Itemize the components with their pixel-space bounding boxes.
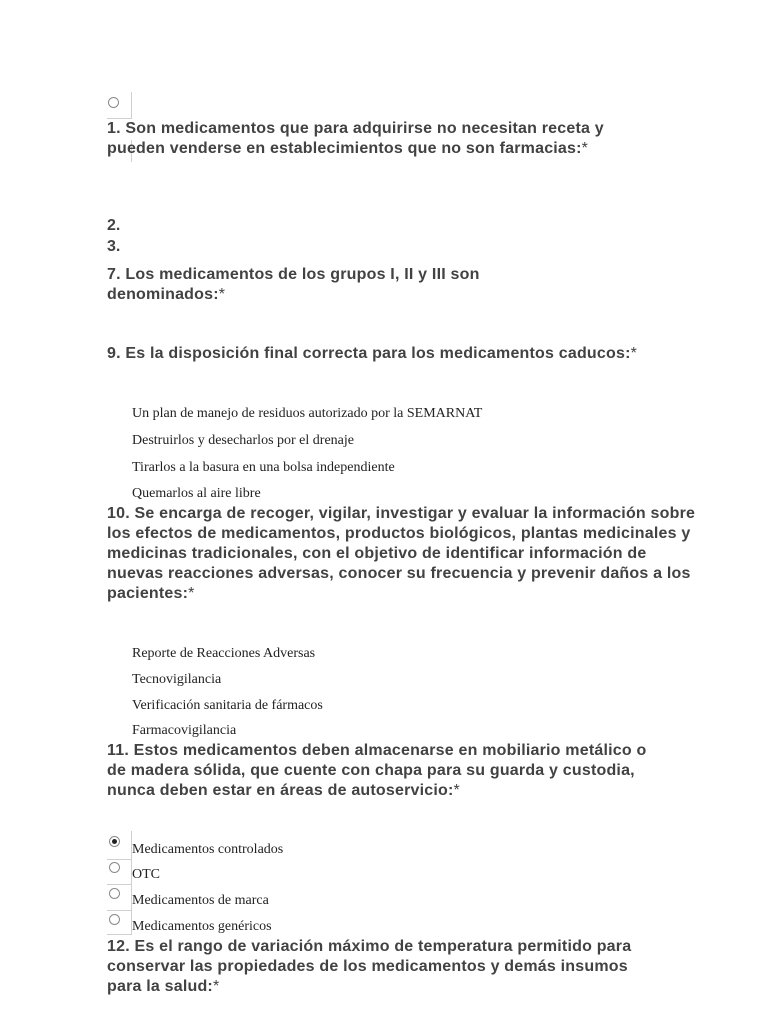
question-number: 3. xyxy=(107,238,121,255)
radio-button[interactable] xyxy=(109,862,120,873)
question-12 xyxy=(107,937,667,997)
question-text: 11. Estos medicamentos deben almacenarse en mobiliario metálico o de madera sólida, que cuente con chapa para su guarda y custodia, nunca deben estar en áreas de autoservicio: xyxy=(107,742,647,799)
required-mark: * xyxy=(630,345,638,362)
option-label[interactable]: OTC xyxy=(132,867,160,882)
divider xyxy=(107,910,132,911)
question-text: 7. Los medicamentos de los grupos I, II y III son denominados: xyxy=(107,266,480,303)
option-label[interactable]: Tecnovigilancia xyxy=(132,672,222,687)
option-label[interactable]: Medicamentos controlados xyxy=(132,842,284,857)
radio-button[interactable] xyxy=(109,914,120,925)
option-label[interactable]: Reporte de Reacciones Adversas xyxy=(132,646,316,661)
required-mark: * xyxy=(218,286,226,303)
question-10 xyxy=(107,504,697,604)
radio-button[interactable] xyxy=(109,888,120,899)
required-mark: * xyxy=(212,978,220,995)
required-mark: * xyxy=(581,140,589,157)
option-label[interactable]: Un plan de manejo de residuos autorizado por la SEMARNAT xyxy=(132,406,483,421)
divider xyxy=(107,884,132,885)
radio-button-selected[interactable] xyxy=(109,836,120,847)
required-mark: * xyxy=(188,585,195,602)
option-label[interactable]: Medicamentos genéricos xyxy=(132,919,272,934)
divider xyxy=(107,934,132,935)
radio-button[interactable] xyxy=(108,97,119,108)
option-label[interactable]: Destruirlos y desecharlos por el drenaje xyxy=(132,433,354,448)
question-text: 1. Son medicamentos que para adquirirse no necesitan receta y pueden venderse en establecimientos que no son farmacias: xyxy=(107,120,604,157)
option-label[interactable]: Tirarlos a la basura en una bolsa independiente xyxy=(132,460,395,475)
divider xyxy=(131,92,132,118)
option-label[interactable]: Medicamentos de marca xyxy=(132,893,269,908)
question-text: 9. Es la disposición final correcta para los medicamentos caducos: xyxy=(107,345,631,362)
question-11 xyxy=(107,741,667,801)
divider xyxy=(107,859,132,860)
question-text: 10. Se encarga de recoger, vigilar, investigar y evaluar la información sobre los efectos de medicamentos, productos biológicos, plantas medicinales y medicinas tradicionales, con el objetivo de identificar información de nuevas reacciones adversas, conocer su frecuencia y prevenir daños a los pacientes: xyxy=(107,505,696,602)
question-7 xyxy=(107,265,507,305)
question-text: 12. Es el rango de variación máximo de temperatura permitido para conservar las propiedades de los medicamentos y demás insumos para la salud: xyxy=(107,938,632,995)
option-label[interactable]: Verificación sanitaria de fármacos xyxy=(132,698,323,713)
option-label[interactable]: Farmacovigilancia xyxy=(132,723,237,738)
question-number: 2. xyxy=(107,217,121,234)
option-label[interactable]: Quemarlos al aire libre xyxy=(132,486,261,501)
required-mark: * xyxy=(453,782,460,799)
question-9 xyxy=(107,344,707,364)
question-1 xyxy=(107,119,617,159)
